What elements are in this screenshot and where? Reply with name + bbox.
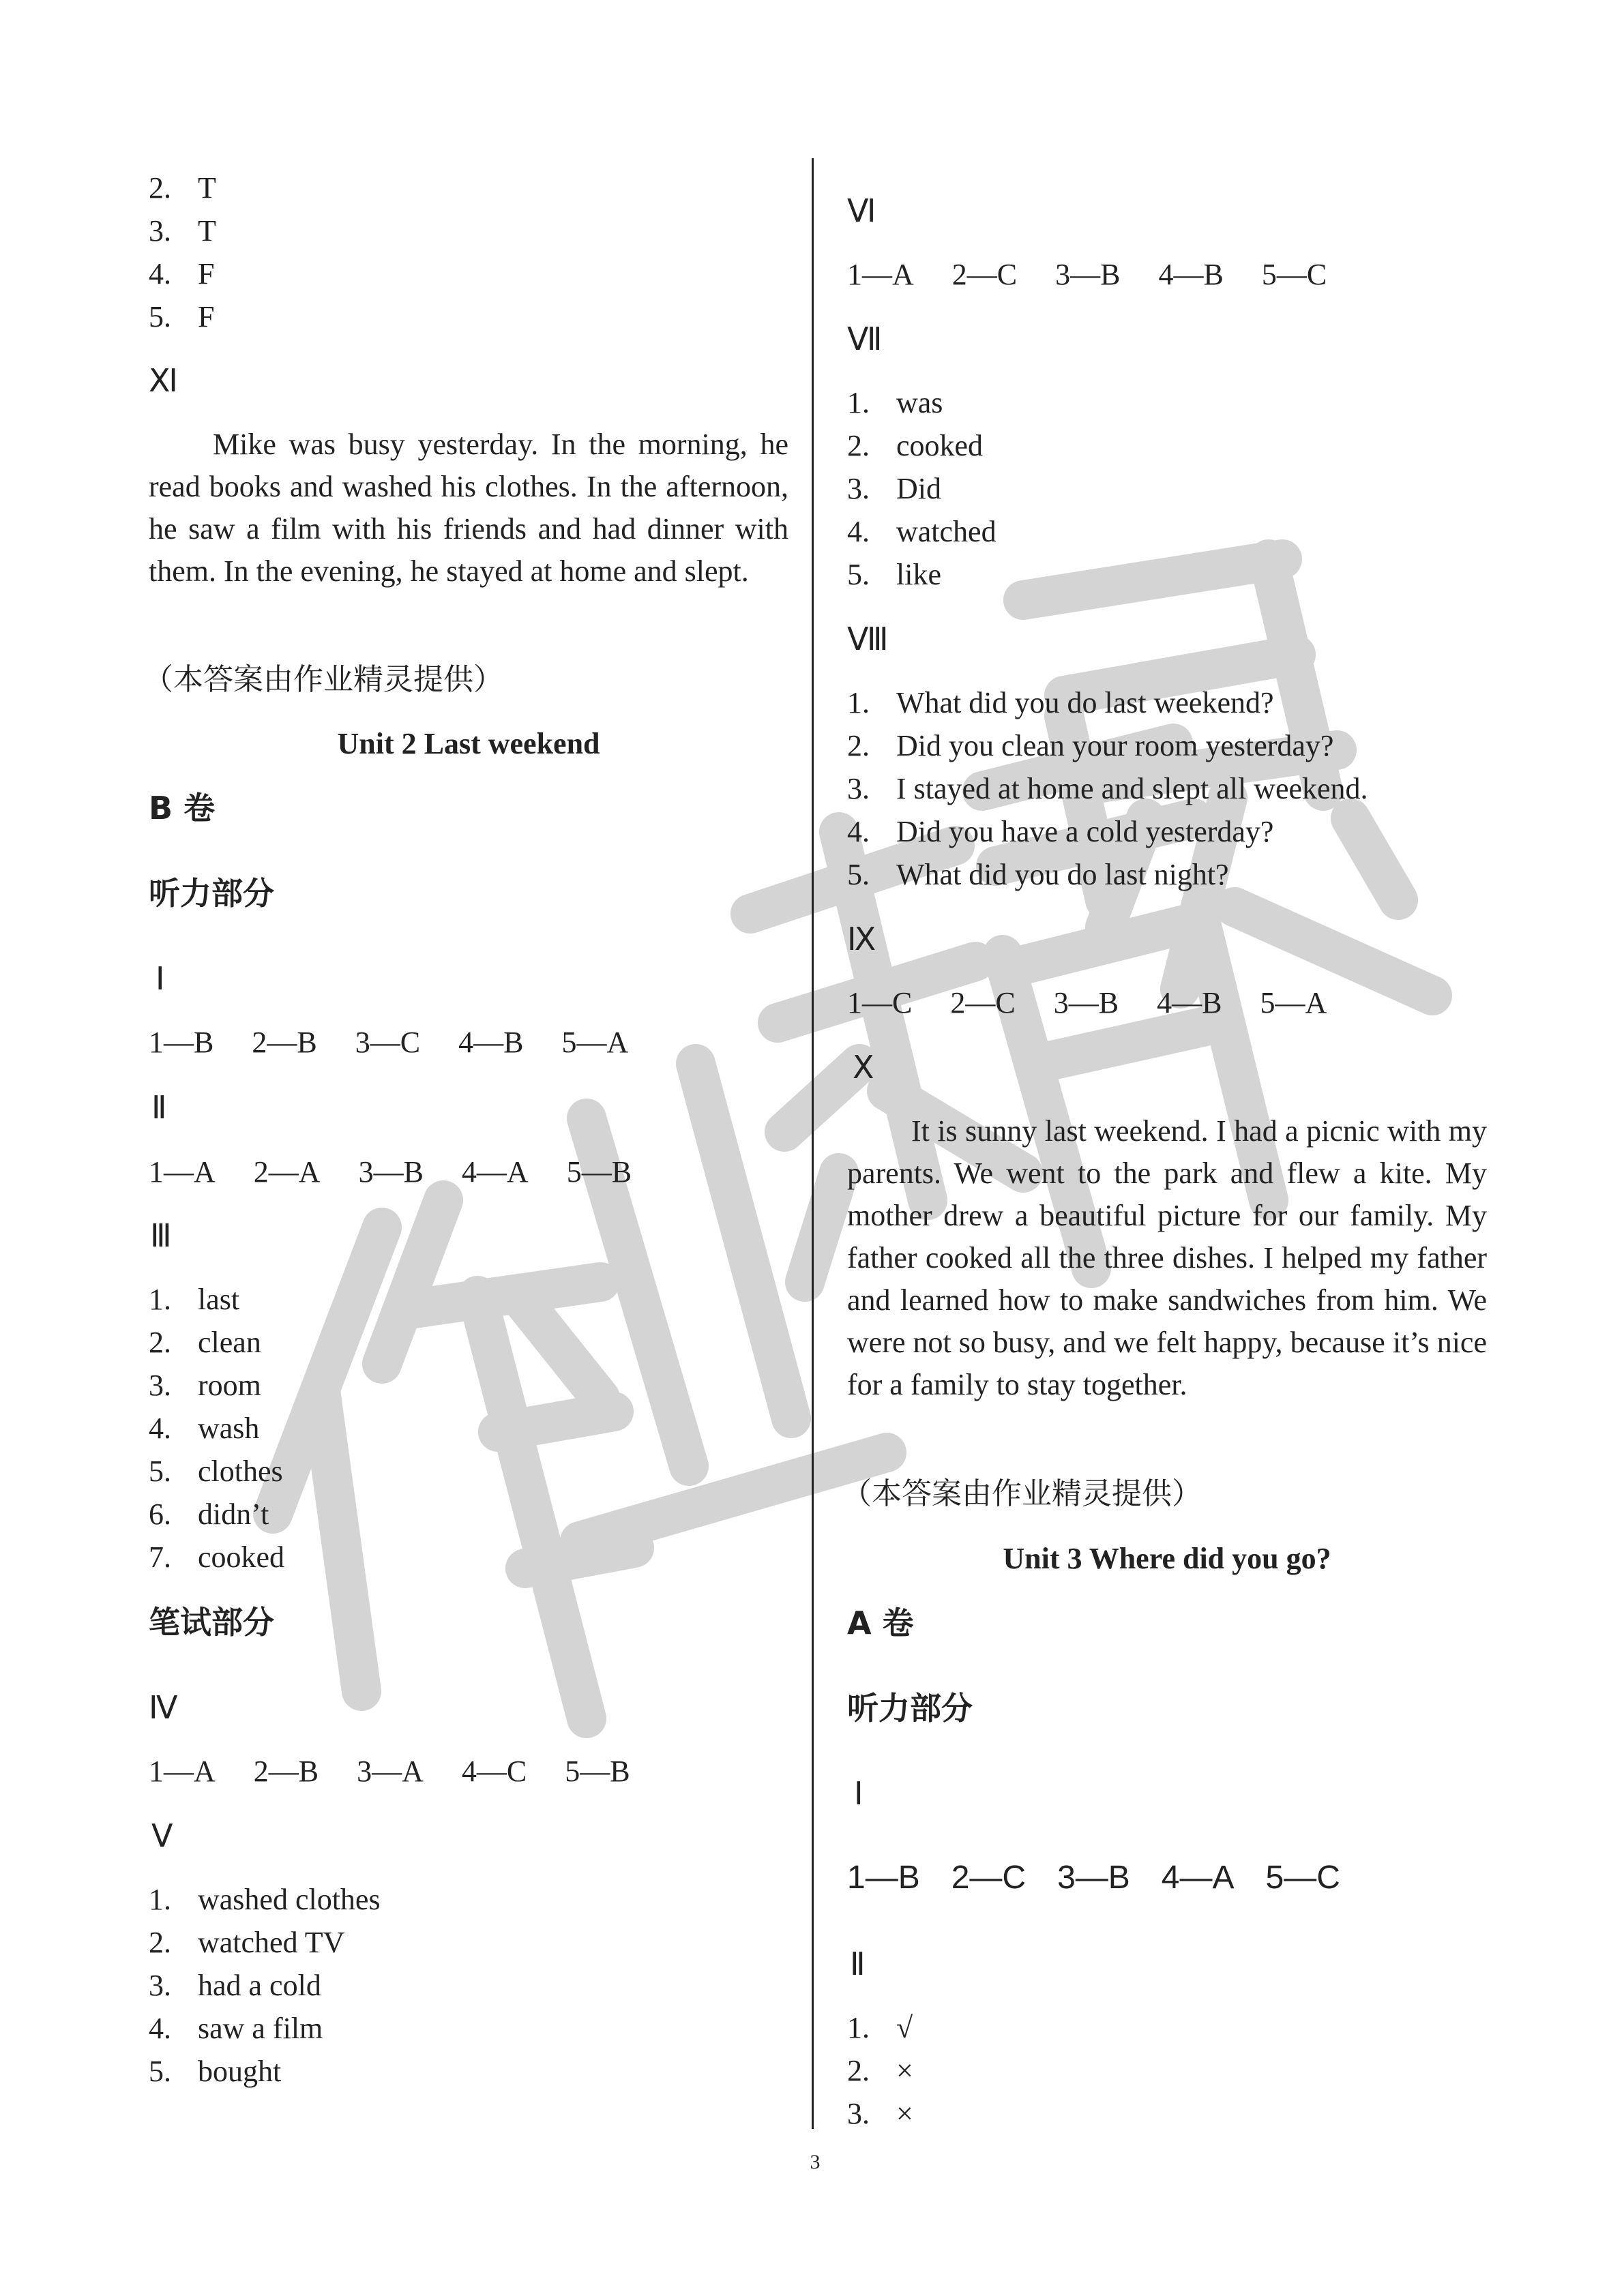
list-item: 3. room xyxy=(149,1369,261,1402)
list-item: 3. I stayed at home and slept all weekend. xyxy=(847,772,1368,805)
list-item: 2. T xyxy=(149,171,216,205)
list-item: 5. What did you do last night? xyxy=(847,858,1229,891)
list-item: 7. cooked xyxy=(149,1540,285,1574)
list-item: 4. saw a film xyxy=(149,2012,323,2045)
unit-title: Unit 2 Last weekend xyxy=(337,727,600,760)
list-item: 4. watched xyxy=(847,515,996,548)
list-item: 5. clothes xyxy=(149,1455,283,1488)
list-item: 2. cooked xyxy=(847,429,984,462)
answer-row-i: 1—B 2—C 3—B 4—A 5—C xyxy=(847,1860,1340,1896)
volume-label: B 卷 xyxy=(149,790,216,826)
xi-paragraph: Mike was busy yesterday. In the morning, he read books and washed his clothes. In the afternoon, he saw a film with his friends and had dinner with them. In the evening, he stayed at home and slept. xyxy=(149,428,788,588)
list-item: 1. √ xyxy=(847,2011,913,2044)
list-item: 5. bought xyxy=(149,2055,282,2088)
page-number: 3 xyxy=(810,2151,821,2173)
credit-note: （本答案由作业精灵提供） xyxy=(842,1477,1202,1510)
list-item: 2. watched TV xyxy=(149,1926,345,1959)
section-heading-x: Ⅹ xyxy=(853,1049,874,1086)
list-item: 1. What did you do last weekend? xyxy=(847,686,1274,719)
section-heading-iv: Ⅳ xyxy=(149,1689,178,1726)
answer-row-iv: 1—A 2—B 3—A 4—C 5—B xyxy=(149,1755,630,1788)
list-item: 4. wash xyxy=(149,1412,260,1445)
list-item: 4. F xyxy=(149,257,215,290)
column-divider xyxy=(812,158,814,2129)
section-heading-ii: Ⅱ xyxy=(850,1945,866,1982)
credit-note: （本答案由作业精灵提供） xyxy=(143,663,503,696)
section-heading-xi: Ⅺ xyxy=(149,362,178,399)
section-heading-vi: Ⅵ xyxy=(847,192,876,229)
volume-label: A 卷 xyxy=(847,1605,914,1641)
list-item: 6. didn’t xyxy=(149,1497,269,1531)
list-item: 1. was xyxy=(847,386,943,419)
list-item: 3. × xyxy=(847,2097,913,2130)
section-heading-i: Ⅰ xyxy=(854,1775,863,1812)
list-item: 3. Did xyxy=(847,472,941,505)
written-heading: 笔试部分 xyxy=(149,1604,274,1641)
list-item: 1. washed clothes xyxy=(149,1883,381,1916)
section-heading-ii: Ⅱ xyxy=(151,1089,167,1126)
section-heading-i: Ⅰ xyxy=(156,960,165,997)
list-item: 2. × xyxy=(847,2054,913,2087)
x-paragraph: It is sunny last weekend. I had a picnic with my parents. We went to the park and flew a kite. My mother drew a beautiful picture for our family. My father cooked all the three dishes. I helped my father and learned how to make sandwiches from him. We were not so busy, and we felt happy, because it’s nice for a family to stay together. xyxy=(847,1114,1487,1401)
answer-row-i: 1—B 2—B 3—C 4—B 5—A xyxy=(149,1026,629,1059)
section-heading-ix: Ⅸ xyxy=(847,921,876,957)
section-heading-iii: Ⅲ xyxy=(150,1217,172,1254)
section-heading-vii: Ⅶ xyxy=(847,320,883,357)
list-item: 5. F xyxy=(149,300,215,333)
answer-row-vi: 1—A 2—C 3—B 4—B 5—C xyxy=(847,258,1327,291)
list-item: 4. Did you have a cold yesterday? xyxy=(847,815,1274,848)
answer-row-ii: 1—A 2—A 3—B 4—A 5—B xyxy=(149,1155,632,1189)
list-item: 1. last xyxy=(149,1283,240,1316)
unit-title: Unit 3 Where did you go? xyxy=(1003,1542,1331,1575)
listening-heading: 听力部分 xyxy=(149,875,274,912)
list-item: 2. clean xyxy=(149,1326,261,1359)
list-item: 3. had a cold xyxy=(149,1969,321,2002)
listening-heading: 听力部分 xyxy=(847,1690,973,1727)
list-item: 3. T xyxy=(149,214,216,248)
section-heading-viii: Ⅷ xyxy=(847,621,889,657)
list-item: 2. Did you clean your room yesterday? xyxy=(847,729,1334,762)
list-item: 5. like xyxy=(847,558,941,591)
section-heading-v: Ⅴ xyxy=(151,1817,173,1854)
answer-row-ix: 1—C 2—C 3—B 4—B 5—A xyxy=(847,986,1327,1019)
